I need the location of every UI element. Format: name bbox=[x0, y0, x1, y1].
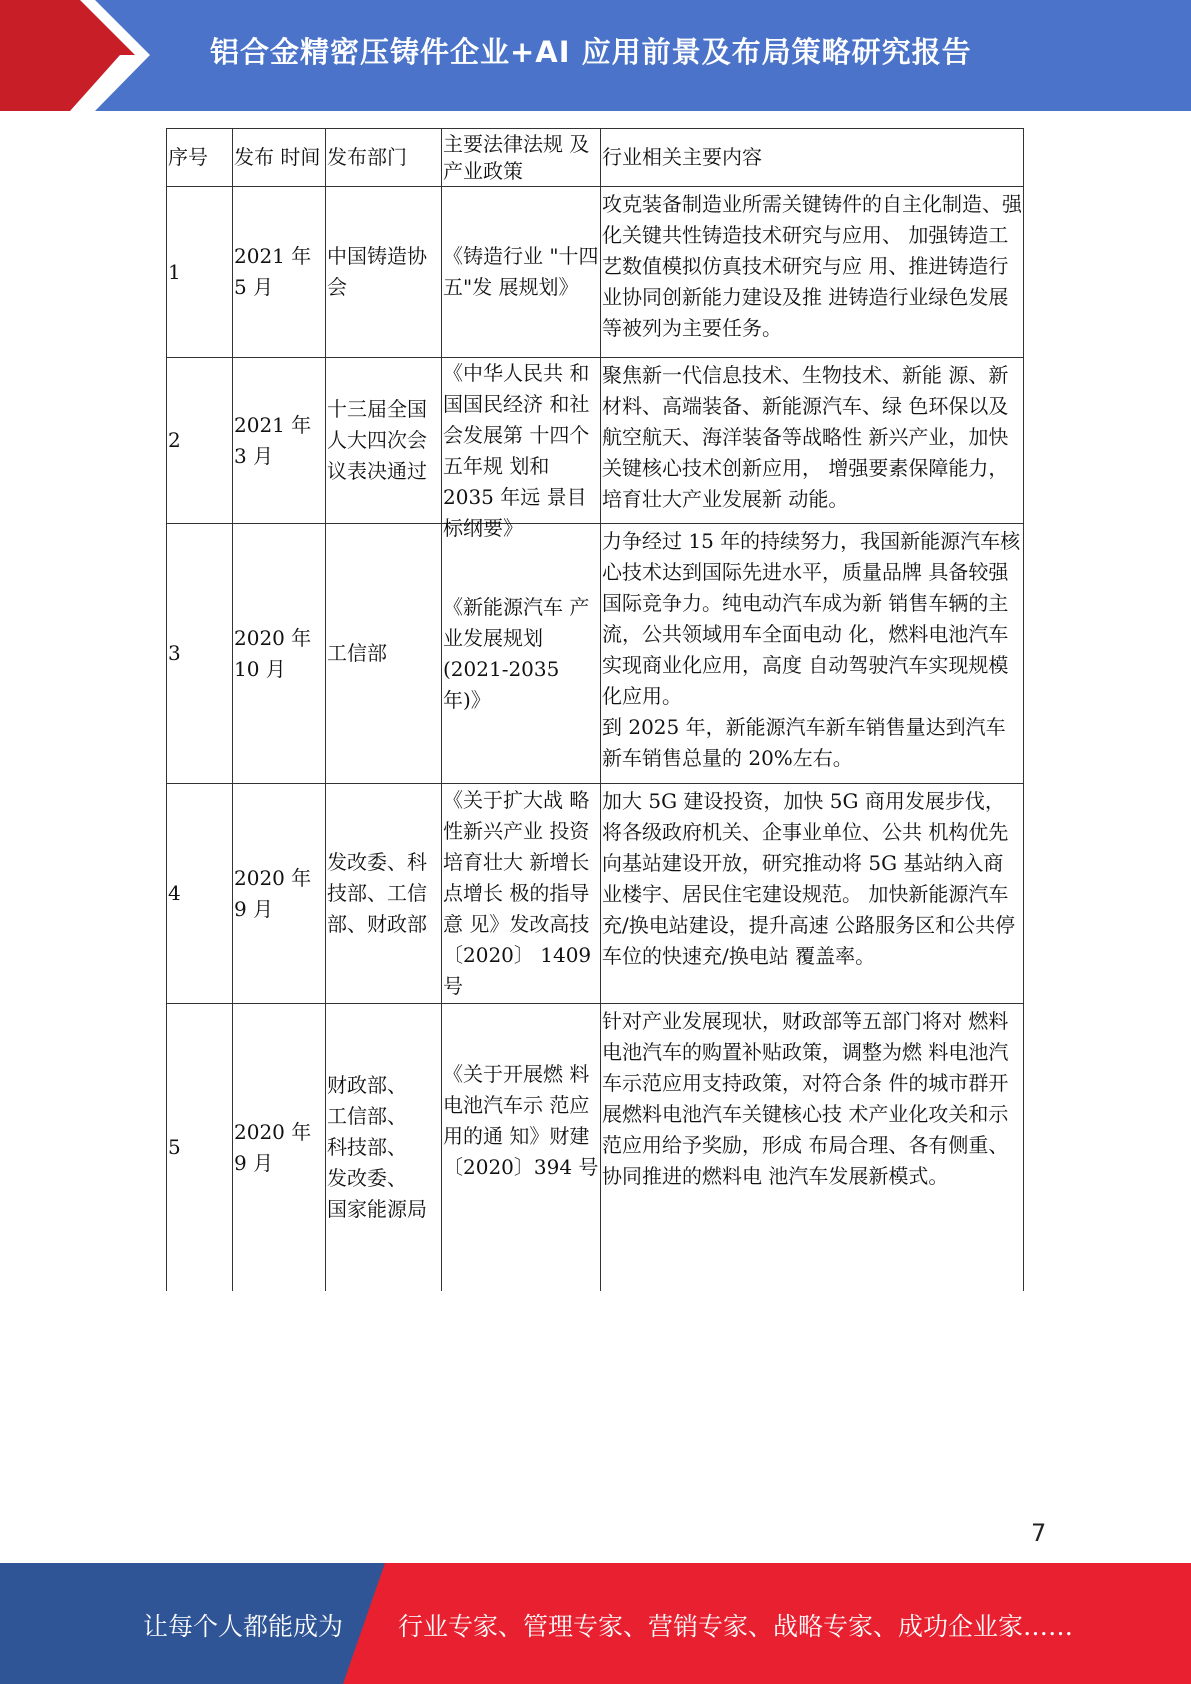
cell-law: 《新能源汽车 产业发展规划 (2021-2035 年)》 bbox=[442, 524, 601, 784]
cell-law-text: 《中华人民共 和国国民经济 和社会发展第 十四个五年规 划和 2035 年远 景目标纲要》 bbox=[443, 361, 590, 540]
cell-content: 力争经过 15 年的持续努力，我国新能源汽车核心技术达到国际先进水平，质量品牌 具备较强国际竞争力。纯电动汽车成为新 销售车辆的主流，公共领域用车全面电动 化，燃料电池汽车实现商业化应用，高度 自动驾驶汽车实现规模化应用。 到 2025 年，新能源汽车新车销售量达到汽车新车销售总量的 20%左右。 bbox=[601, 524, 1024, 784]
footer-slogan-right: 行业专家、管理专家、营销专家、战略专家、成功企业家…… bbox=[398, 1612, 1074, 1641]
cell-dept: 工信部 bbox=[326, 524, 442, 784]
header-date: 发布 时间 bbox=[233, 129, 326, 187]
header-content: 行业相关主要内容 bbox=[601, 129, 1024, 187]
cell-content: 聚焦新一代信息技术、生物技术、新能 源、新材料、高端装备、新能源汽车、绿 色环保以及航空航天、海洋装备等战略性 新兴产业，加快关键核心技术创新应用， 增强要素保障能力，培育壮大产业发展新 动能。 bbox=[601, 358, 1024, 524]
cell-no: 4 bbox=[167, 784, 233, 1004]
cell-no: 1 bbox=[167, 187, 233, 358]
policy-table-container bbox=[166, 128, 1024, 1291]
cell-date: 2020 年 10 月 bbox=[233, 524, 326, 784]
cell-law bbox=[442, 358, 601, 540]
cell-no: 3 bbox=[167, 524, 233, 784]
report-title: 铝合金精密压铸件企业+AI 应用前景及布局策略研究报告 bbox=[210, 35, 972, 69]
table-header-row bbox=[167, 129, 1024, 187]
policy-table bbox=[166, 128, 1024, 1291]
footer-slogan-left: 让每个人都能成为 bbox=[143, 1612, 344, 1641]
cell-no: 5 bbox=[167, 1004, 233, 1292]
page-number: 7 bbox=[1031, 1519, 1047, 1547]
cell-no: 2 bbox=[167, 358, 233, 524]
cell-date: 2021 年 3 月 bbox=[233, 358, 326, 524]
header-dept: 发布部门 bbox=[326, 129, 442, 187]
cell-dept: 发改委、科技部、工信部、财政部 bbox=[326, 784, 442, 1004]
header-arrow-red bbox=[0, 0, 135, 111]
cell-content: 针对产业发展现状，财政部等五部门将对 燃料电池汽车的购置补贴政策，调整为燃 料电池汽车示范应用支持政策，对符合条 件的城市群开展燃料电池汽车关键核心技 术产业化攻关和示范应用给予奖励，形成 布局合理、各有侧重、协同推进的燃料电 池汽车发展新模式。 bbox=[601, 1004, 1024, 1292]
cell-law: 《铸造行业 "十四五"发 展规划》 bbox=[442, 187, 601, 358]
cell-dept: 十三届全国人大四次会议表决通过 bbox=[326, 358, 442, 524]
cell-content: 攻克装备制造业所需关键铸件的自主化制造、强化关键共性铸造技术研究与应用、 加强铸造工艺数值模拟仿真技术研究与应 用、推进铸造行业协同创新能力建设及推 进铸造行业绿色发展等被列为主要任务。 bbox=[601, 187, 1024, 358]
table-row bbox=[167, 1004, 1024, 1292]
cell-date: 2020 年 9 月 bbox=[233, 784, 326, 1004]
header-law: 主要法律法规 及产业政策 bbox=[442, 129, 601, 187]
cell-date: 2020 年 9 月 bbox=[233, 1004, 326, 1292]
table-row bbox=[167, 358, 1024, 524]
table-row bbox=[167, 187, 1024, 358]
cell-content: 加大 5G 建设投资，加快 5G 商用发展步伐，将各级政府机关、企事业单位、公共 机构优先向基站建设开放，研究推动将 5G 基站纳入商业楼宇、居民住宅建设规范。 加快新能源汽车充/换电站建设，提升高速 公路服务区和公共停车位的快速充/换电站 覆盖率。 bbox=[601, 784, 1024, 1004]
cell-law: 《关于开展燃 料电池汽车示 范应用的通 知》财建〔2020〕394 号 bbox=[442, 1004, 601, 1292]
header-no: 序号 bbox=[167, 129, 233, 187]
cell-law: 《关于扩大战 略性新兴产业 投资培育壮大 新增长点增长 极的指导意 见》发改高技〔2020〕 1409 号 bbox=[442, 784, 601, 1004]
cell-date: 2021 年 5 月 bbox=[233, 187, 326, 358]
header-arrow-graphic bbox=[0, 0, 200, 111]
cell-dept: 中国铸造协会 bbox=[326, 187, 442, 358]
table-row bbox=[167, 524, 1024, 784]
table-row bbox=[167, 784, 1024, 1004]
cell-dept: 财政部、 工信部、 科技部、 发改委、 国家能源局 bbox=[326, 1004, 442, 1292]
